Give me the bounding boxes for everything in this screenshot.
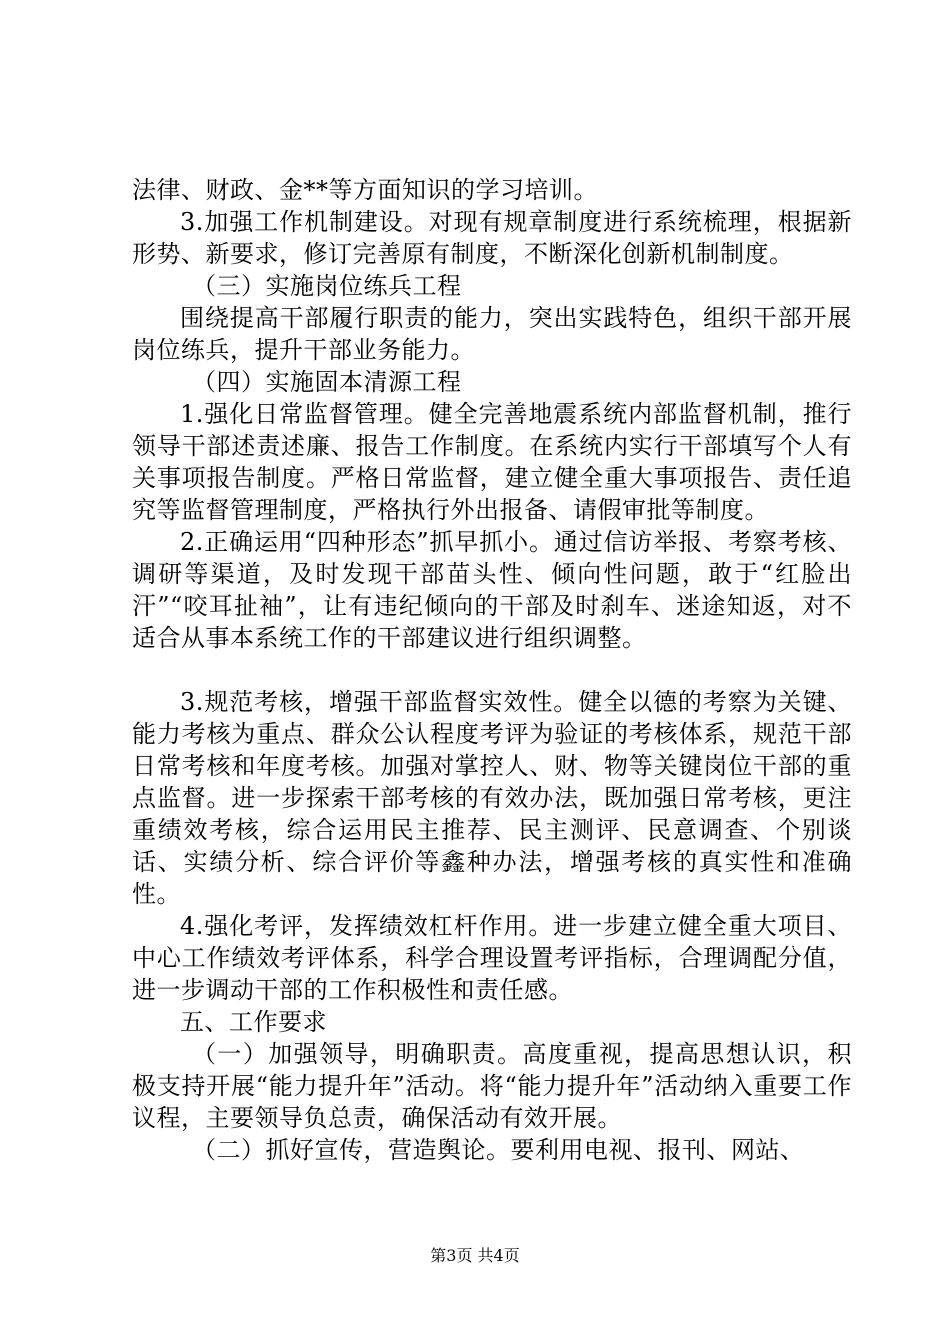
paragraph: （二）抓好宣传，营造舆论。要利用电视、报刊、网站、 (192, 1136, 805, 1164)
paragraph: 3.规范考核，增强干部监督实效性。健全以德的考察为关键、能力考核为重点、群众公认程度考评为验证的考核体系，规范干部日常考核和年度考核。加强对掌控人、财、物等关键岗位干部的重点监督。进一步探索干部考核的有效办法，既加强日常考核，更注重绩效考核，综合运用民主推荐、民主测评、民意调查、个别谈话、实绩分析、综合评价等鑫种办法，增强考核的真实性和准确性。 (132, 688, 852, 908)
section-heading: （三）实施岗位练兵工程 (192, 272, 462, 300)
paragraph: 3.加强工作机制建设。对现有规章制度进行系统梳理，根据新形势、新要求，修订完善原有制度，不断深化创新机制制度。 (132, 208, 852, 268)
paragraph: 1.强化日常监督管理。健全完善地震系统内部监督机制，推行领导干部述责述廉、报告工作制度。在系统内实行干部填写个人有关事项报告制度。严格日常监督，建立健全重大事项报告、责任追究等监督管理制度，严格执行外出报备、请假审批等制度。 (132, 400, 852, 524)
document-body (132, 174, 852, 1166)
paragraph: 法律、财政、金**等方面知识的学习培训。 (132, 176, 598, 204)
section-heading: （四）实施固本清源工程 (192, 368, 462, 396)
page-number-footer: 第3页 共4页 (430, 1246, 520, 1265)
paragraph: 围绕提高干部履行职责的能力，突出实践特色，组织干部开展岗位练兵，提升干部业务能力。 (132, 304, 852, 364)
paragraph: 2.正确运用“四种形态”抓早抓小。通过信访举报、考察考核、调研等渠道，及时发现干部苗头性、倾向性问题，敢于“红脸出汗”“咬耳扯袖”，让有违纪倾向的干部及时刹车、迷途知返，对不适合从事本系统工作的干部建议进行组织调整。 (132, 528, 852, 652)
paragraph: （一）加强领导，明确职责。高度重视，提高思想认识，积极支持开展“能力提升年”活动。将“能力提升年”活动纳入重要工作议程，主要领导负总责，确保活动有效开展。 (132, 1040, 852, 1132)
paragraph: 4.强化考评，发挥绩效杠杆作用。进一步建立健全重大项目、中心工作绩效考评体系，科学合理设置考评指标，合理调配分值，进一步调动干部的工作积极性和责任感。 (132, 912, 852, 1004)
paragraph-gap (132, 654, 852, 686)
section-heading: 五、工作要求 (180, 1008, 327, 1036)
